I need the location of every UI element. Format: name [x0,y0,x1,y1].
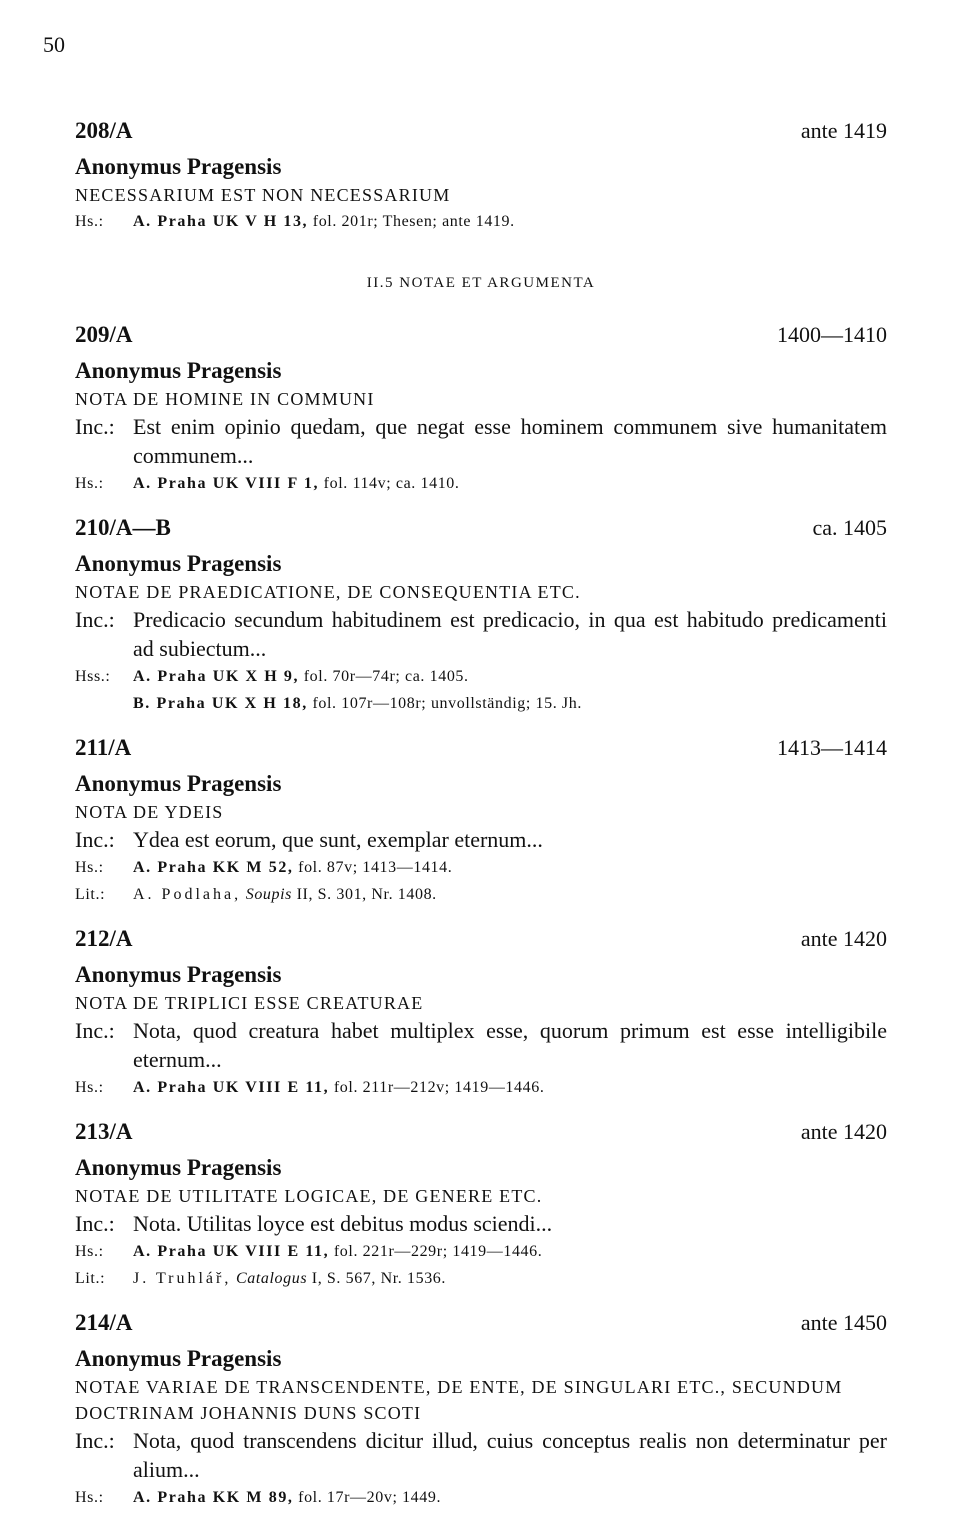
lit-author: J. Truhlář, [133,1270,232,1287]
entry-date: ante 1420 [800,926,887,951]
inc-label: Inc.: [75,414,115,439]
lit-reference: I, S. 567, Nr. 1536. [311,1270,447,1287]
shelfmark: A. Praha KK M 89, [133,1489,294,1506]
entry-date: ante 1450 [800,1310,887,1335]
shelfmark: A. Praha KK M 52, [133,859,294,876]
inc-label: Inc.: [75,1428,115,1453]
incipit-text: Predicacio secundum habitudinem est predicacio, in qua est habitudo predicamenti ad subiectum... [133,607,887,661]
entry-title: NOTAE DE UTILITATE LOGICAE, DE GENERE ETC. [75,1186,543,1206]
incipit-line [75,1209,887,1238]
inc-label: Inc.: [75,1211,115,1236]
hs-label: Hs.: [75,475,104,492]
incipit-line [75,412,887,470]
shelfmark: A. Praha UK X H 9, [133,668,300,685]
hs-label: Hs.: [75,1079,104,1096]
lit-label: Lit.: [75,1270,106,1287]
hs-label: Hs.: [75,859,104,876]
entry-author: Anonymus Pragensis [75,358,282,383]
entry-author: Anonymus Pragensis [75,1346,282,1371]
hs-content [133,1074,887,1101]
inc-label: Inc.: [75,827,115,852]
folio-info: fol. 201r; Thesen; ante 1419. [312,213,515,230]
folio-info: fol. 17r—20v; 1449. [298,1489,442,1506]
lit-reference: II, S. 301, Nr. 1408. [296,886,437,903]
entry-header [75,926,887,960]
entry-209 [75,322,887,497]
entry-208 [75,118,887,235]
folio-info: fol. 87v; 1413—1414. [298,859,453,876]
hs-content [133,1484,887,1511]
entry-date: ante 1420 [800,1119,887,1144]
hs-content [133,208,887,235]
lit-label: Lit.: [75,886,106,903]
entry-title: NOTA DE TRIPLICI ESSE CREATURAE [75,993,424,1013]
entry-213 [75,1119,887,1292]
manuscript-line [75,1238,887,1265]
entry-210 [75,515,887,717]
page-number: 50 [43,32,65,57]
entry-author: Anonymus Pragensis [75,771,282,796]
shelfmark: A. Praha UK VIII F 1, [133,475,320,492]
incipit-text: Nota, quod transcendens dicitur illud, cuius conceptus realis non determinatur per alium... [133,1428,887,1482]
hs-content [133,690,887,717]
entry-date: ca. 1405 [812,515,887,540]
folio-info: fol. 221r—229r; 1419—1446. [333,1243,543,1260]
entry-id: 211/A [75,735,132,760]
entry-id: 214/A [75,1310,133,1335]
entry-212 [75,926,887,1101]
incipit-text: Nota, quod creatura habet multiplex esse, quorum primum est esse intelligibile eternum... [133,1018,887,1072]
hs-label: Hss.: [75,668,111,685]
incipit-line [75,605,887,663]
manuscript-line [75,208,887,235]
literature-line [75,881,887,908]
literature-line [75,1265,887,1292]
manuscript-line-2 [75,690,887,717]
entry-header [75,1310,887,1344]
entry-id: 212/A [75,926,133,951]
lit-work: Soupis [245,886,292,903]
entry-header [75,515,887,549]
entry-header [75,322,887,356]
folio-info: fol. 107r—108r; unvollständig; 15. Jh. [312,695,582,712]
entry-date: 1400—1410 [777,322,887,347]
entry-id: 208/A [75,118,133,143]
hs-label: Hs.: [75,1489,104,1506]
shelfmark: A. Praha UK VIII E 11, [133,1243,330,1260]
entry-author: Anonymus Pragensis [75,154,282,179]
entry-211 [75,735,887,908]
hs-content [133,663,887,690]
entry-date: 1413—1414 [777,735,887,760]
folio-info: fol. 114v; ca. 1410. [323,475,460,492]
entry-author: Anonymus Pragensis [75,962,282,987]
manuscript-line [75,1074,887,1101]
entry-date: ante 1419 [800,118,887,143]
incipit-text: Nota. Utilitas loyce est debitus modus sciendi... [133,1211,553,1236]
folio-info: fol. 70r—74r; ca. 1405. [303,668,469,685]
inc-label: Inc.: [75,607,115,632]
entry-214 [75,1310,887,1511]
shelfmark: B. Praha UK X H 18, [133,695,308,712]
entry-id: 210/A—B [75,515,171,540]
hs-content [133,854,887,881]
folio-info: fol. 211r—212v; 1419—1446. [333,1079,545,1096]
manuscript-line [75,663,887,690]
incipit-line [75,825,887,854]
entry-author: Anonymus Pragensis [75,551,282,576]
lit-author: A. Podlaha, [133,886,242,903]
entry-header [75,1119,887,1153]
section-heading: II.5 NOTAE ET ARGUMENTA [366,275,596,291]
entry-header [75,118,887,152]
entry-title: NOTAE DE PRAEDICATIONE, DE CONSEQUENTIA ETC. [75,582,581,602]
inc-label: Inc.: [75,1018,115,1043]
incipit-text: Est enim opinio quedam, que negat esse hominem communem sive humanitatem communem... [133,414,887,468]
entry-title: NOTA DE YDEIS [75,802,224,822]
hs-content [133,1238,887,1265]
entry-title: NECESSARIUM EST NON NECESSARIUM [75,185,451,205]
incipit-text: Ydea est eorum, que sunt, exemplar eternum... [133,827,543,852]
lit-content [133,881,887,908]
entry-title: NOTAE VARIAE DE TRANSCENDENTE, DE ENTE, DE SINGULARI ETC., SECUNDUM DOCTRINAM JOHANNIS DUNS SCOTI [75,1377,843,1423]
lit-work: Catalogus [235,1270,308,1287]
hs-content [133,470,887,497]
incipit-line [75,1016,887,1074]
hs-label: Hs.: [75,213,104,230]
entry-author: Anonymus Pragensis [75,1155,282,1180]
shelfmark: A. Praha UK V H 13, [133,213,309,230]
entry-header [75,735,887,769]
hs-label: Hs.: [75,1243,104,1260]
shelfmark: A. Praha UK VIII E 11, [133,1079,330,1096]
incipit-line [75,1426,887,1484]
entry-id: 213/A [75,1119,133,1144]
manuscript-line [75,1484,887,1511]
manuscript-line [75,854,887,881]
catalog-page [43,30,887,1529]
lit-content [133,1265,887,1292]
entry-id: 209/A [75,322,133,347]
manuscript-line [75,470,887,497]
entry-title: NOTA DE HOMINE IN COMMUNI [75,389,375,409]
